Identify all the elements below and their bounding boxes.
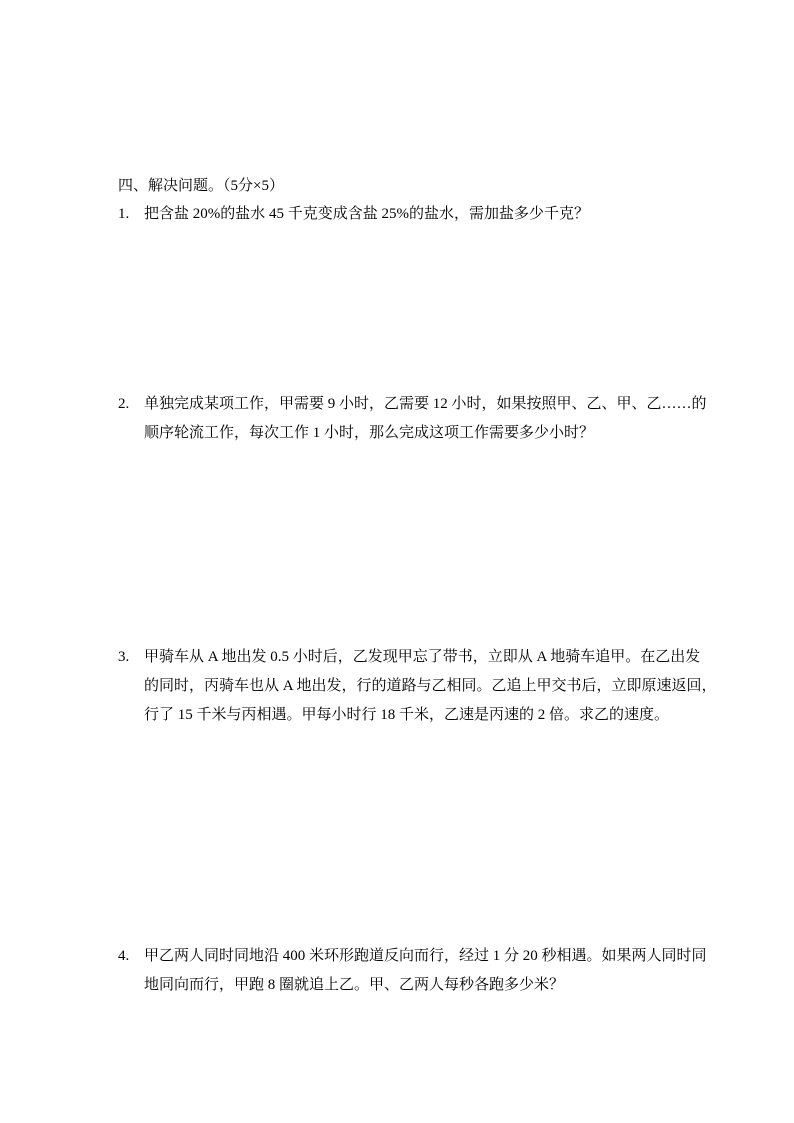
question-line: 行了 15 千米与丙相遇。甲每小时行 18 千米，乙速是丙速的 2 倍。求乙的速度。 xyxy=(144,707,670,723)
question-line: 的同时，丙骑车也从 A 地出发，行的道路与乙相同。乙追上甲交书后，立即原速返回， xyxy=(144,678,717,694)
question-3-text xyxy=(144,643,717,730)
question-1 xyxy=(118,200,684,229)
section-heading: 四、解决问题。（5分×5） xyxy=(118,178,284,194)
question-line: 把含盐 20%的盐水 45 千克变成含盐 25%的盐水，需加盐多少千克？ xyxy=(144,206,589,222)
question-4 xyxy=(118,942,707,1000)
question-1-text xyxy=(144,200,684,229)
question-line: 地同向而行，甲跑 8 圈就追上乙。甲、乙两人每秒各跑多少米？ xyxy=(144,977,565,993)
question-3 xyxy=(118,643,717,730)
question-2 xyxy=(118,390,707,448)
question-line: 甲骑车从 A 地出发 0.5 小时后，乙发现甲忘了带书，立即从 A 地骑车追甲。在乙出发 xyxy=(144,649,701,665)
question-1-number: 1. xyxy=(118,206,130,222)
question-line: 甲乙两人同时同地沿 400 米环形跑道反向而行，经过 1 分 20 秒相遇。如果两人同时同 xyxy=(144,948,707,964)
question-line: 顺序轮流工作，每次工作 1 小时，那么完成这项工作需要多少小时？ xyxy=(144,425,595,441)
question-2-number: 2. xyxy=(118,396,130,412)
question-3-number: 3. xyxy=(118,649,130,665)
question-4-number: 4. xyxy=(118,948,130,964)
question-line: 单独完成某项工作，甲需要 9 小时，乙需要 12 小时，如果按照甲、乙、甲、乙……的 xyxy=(144,396,707,412)
question-4-text xyxy=(144,942,707,1000)
question-2-text xyxy=(144,390,707,448)
